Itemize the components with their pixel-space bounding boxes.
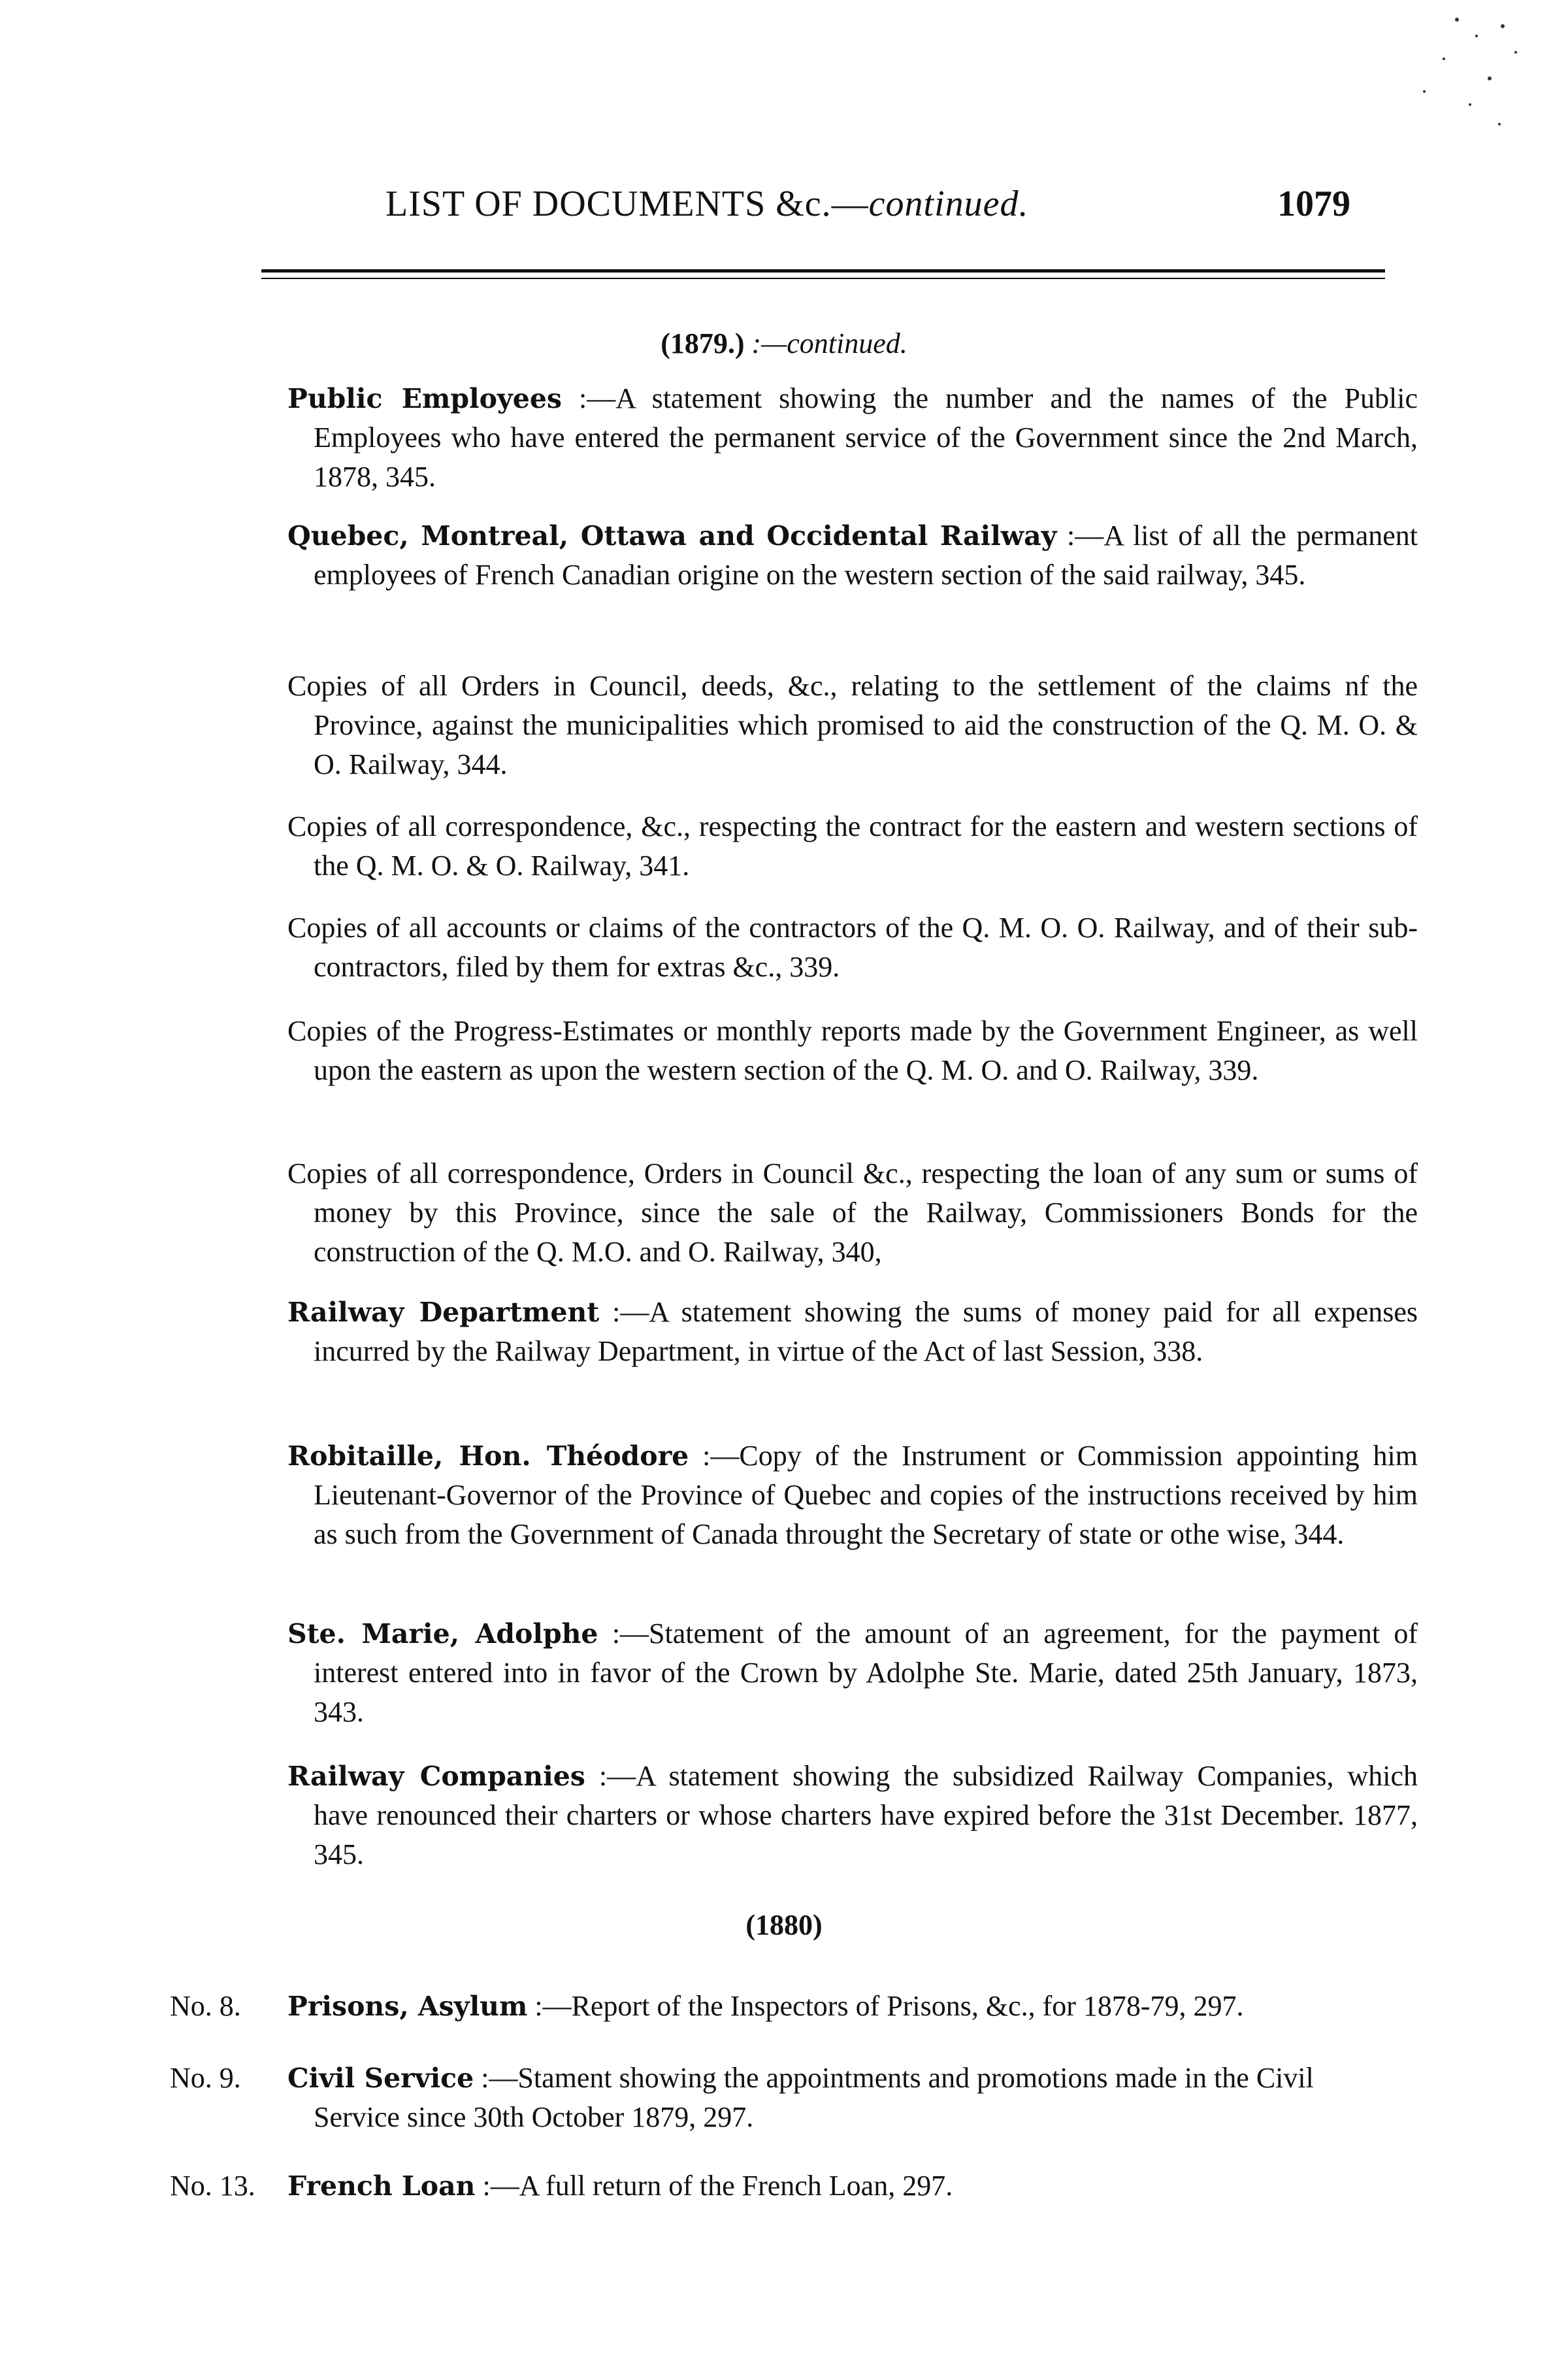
- entry-text: Copies of the Progress-Estimates or monthly reports made by the Government Engineer, as well upon the eastern as upon the western section of the Q. M. O. and O. Railway, 339.: [287, 1015, 1418, 1086]
- entry-text: Copies of all correspondence, Orders in Council &c., respecting the loan of any sum or sums of money by this Province, since the sale of the Railway, Commissioners Bonds for the construction of the Q. M.O. and O. Railway, 340,: [287, 1157, 1418, 1268]
- entry-text: :—A statement showing the subsidized Railway Companies, which have renounced their charters or whose charters have expired before the 31st December. 1877, 345.: [314, 1760, 1418, 1870]
- entry-text: Copies of all correspondence, &c., respecting the contract for the eastern and western sections of the Q. M. O. & O. Railway, 341.: [287, 810, 1418, 882]
- entry-text: :—A statement showing the sums of money paid for all expenses incurred by the Railway Department, in virtue of the Act of last Session, 338.: [314, 1296, 1418, 1367]
- entry-subject: French Loan: [287, 2170, 476, 2202]
- section-heading-1879: [0, 327, 1568, 360]
- header-rule-thin: [261, 278, 1385, 279]
- entry-subject: Railway Companies: [287, 1761, 585, 1792]
- entry-text: Copies of all Orders in Council, deeds, &c., relating to the settlement of the claims nf the Province, against the municipalities which promised to aid the construction of the Q. M. O. & O. Railway, 344.: [287, 670, 1418, 780]
- item-number: No. 9.: [170, 2062, 241, 2094]
- entry-subject: Prisons, Asylum: [287, 1991, 528, 2022]
- list-item: [287, 667, 1418, 784]
- list-item: [287, 1293, 1418, 1371]
- list-item: [287, 908, 1418, 987]
- entry-subject: Public Employees: [287, 383, 562, 414]
- entry-text: :—Stament showing the appointments and promotions made in the Civil Service since 30th October 1879, 297.: [314, 2062, 1314, 2133]
- list-item: [287, 1757, 1418, 1874]
- list-item: [287, 516, 1418, 595]
- scan-noise: [1320, 0, 1529, 170]
- running-header: [0, 176, 1568, 235]
- header-title-text: LIST OF DOCUMENTS &c.—: [385, 184, 869, 224]
- page-number: 1079: [1277, 184, 1350, 224]
- entry-text: :—A statement showing the number and the names of the Public Employees who have entered the permanent service of the Government since the 2nd March, 1878, 345.: [314, 382, 1418, 493]
- entry-text: :—A full return of the French Loan, 297.: [475, 2170, 953, 2202]
- numbered-list-item: [170, 2166, 1398, 2206]
- list-item: [287, 379, 1418, 497]
- entry-subject: Civil Service: [287, 2063, 474, 2094]
- item-number: No. 8.: [170, 1990, 241, 2022]
- entry-text: :—A list of all the permanent employees of French Canadian origine on the western section of the said railway, 345.: [314, 520, 1418, 591]
- entry-subject: Robitaille, Hon. Théodore: [287, 1440, 689, 1472]
- section-year: (1879.): [661, 327, 745, 359]
- entry-text: :—Statement of the amount of an agreement, for the payment of interest entered into in favor of the Crown by Adolphe Ste. Marie, dated 25th January, 1873, 343.: [314, 1617, 1418, 1728]
- list-item: [287, 1614, 1418, 1732]
- item-number: No. 13.: [170, 2170, 255, 2202]
- entry-text: :—Report of the Inspectors of Prisons, &c., for 1878-79, 297.: [527, 1990, 1244, 2022]
- numbered-list-item: [170, 2059, 1398, 2137]
- section-heading-1880: [0, 1908, 1568, 1942]
- entry-subject: Quebec, Montreal, Ottawa and Occidental Railway: [287, 520, 1057, 552]
- entry-text: :—Copy of the Instrument or Commission appointing him Lieutenant-Governor of the Province of Quebec and copies of the instructions received by him as such from the Government of Canada throught the Secretary of state or othe wise, 344.: [314, 1440, 1418, 1550]
- list-item: [287, 807, 1418, 886]
- section-continued: :—continued.: [744, 327, 907, 359]
- header-title-continued: continued.: [868, 184, 1029, 224]
- header-title: [385, 183, 1029, 225]
- header-rule-thick: [261, 269, 1385, 273]
- numbered-list-item: [170, 1987, 1398, 2026]
- entry-text: Copies of all accounts or claims of the contractors of the Q. M. O. O. Railway, and of their sub-contractors, filed by them for extras &c., 339.: [287, 912, 1418, 983]
- entry-subject: Railway Department: [287, 1297, 600, 1328]
- list-item: [287, 1012, 1418, 1090]
- section-year: (1880): [745, 1909, 823, 1941]
- list-item: [287, 1436, 1418, 1554]
- list-item: [287, 1154, 1418, 1272]
- entry-subject: Ste. Marie, Adolphe: [287, 1618, 598, 1649]
